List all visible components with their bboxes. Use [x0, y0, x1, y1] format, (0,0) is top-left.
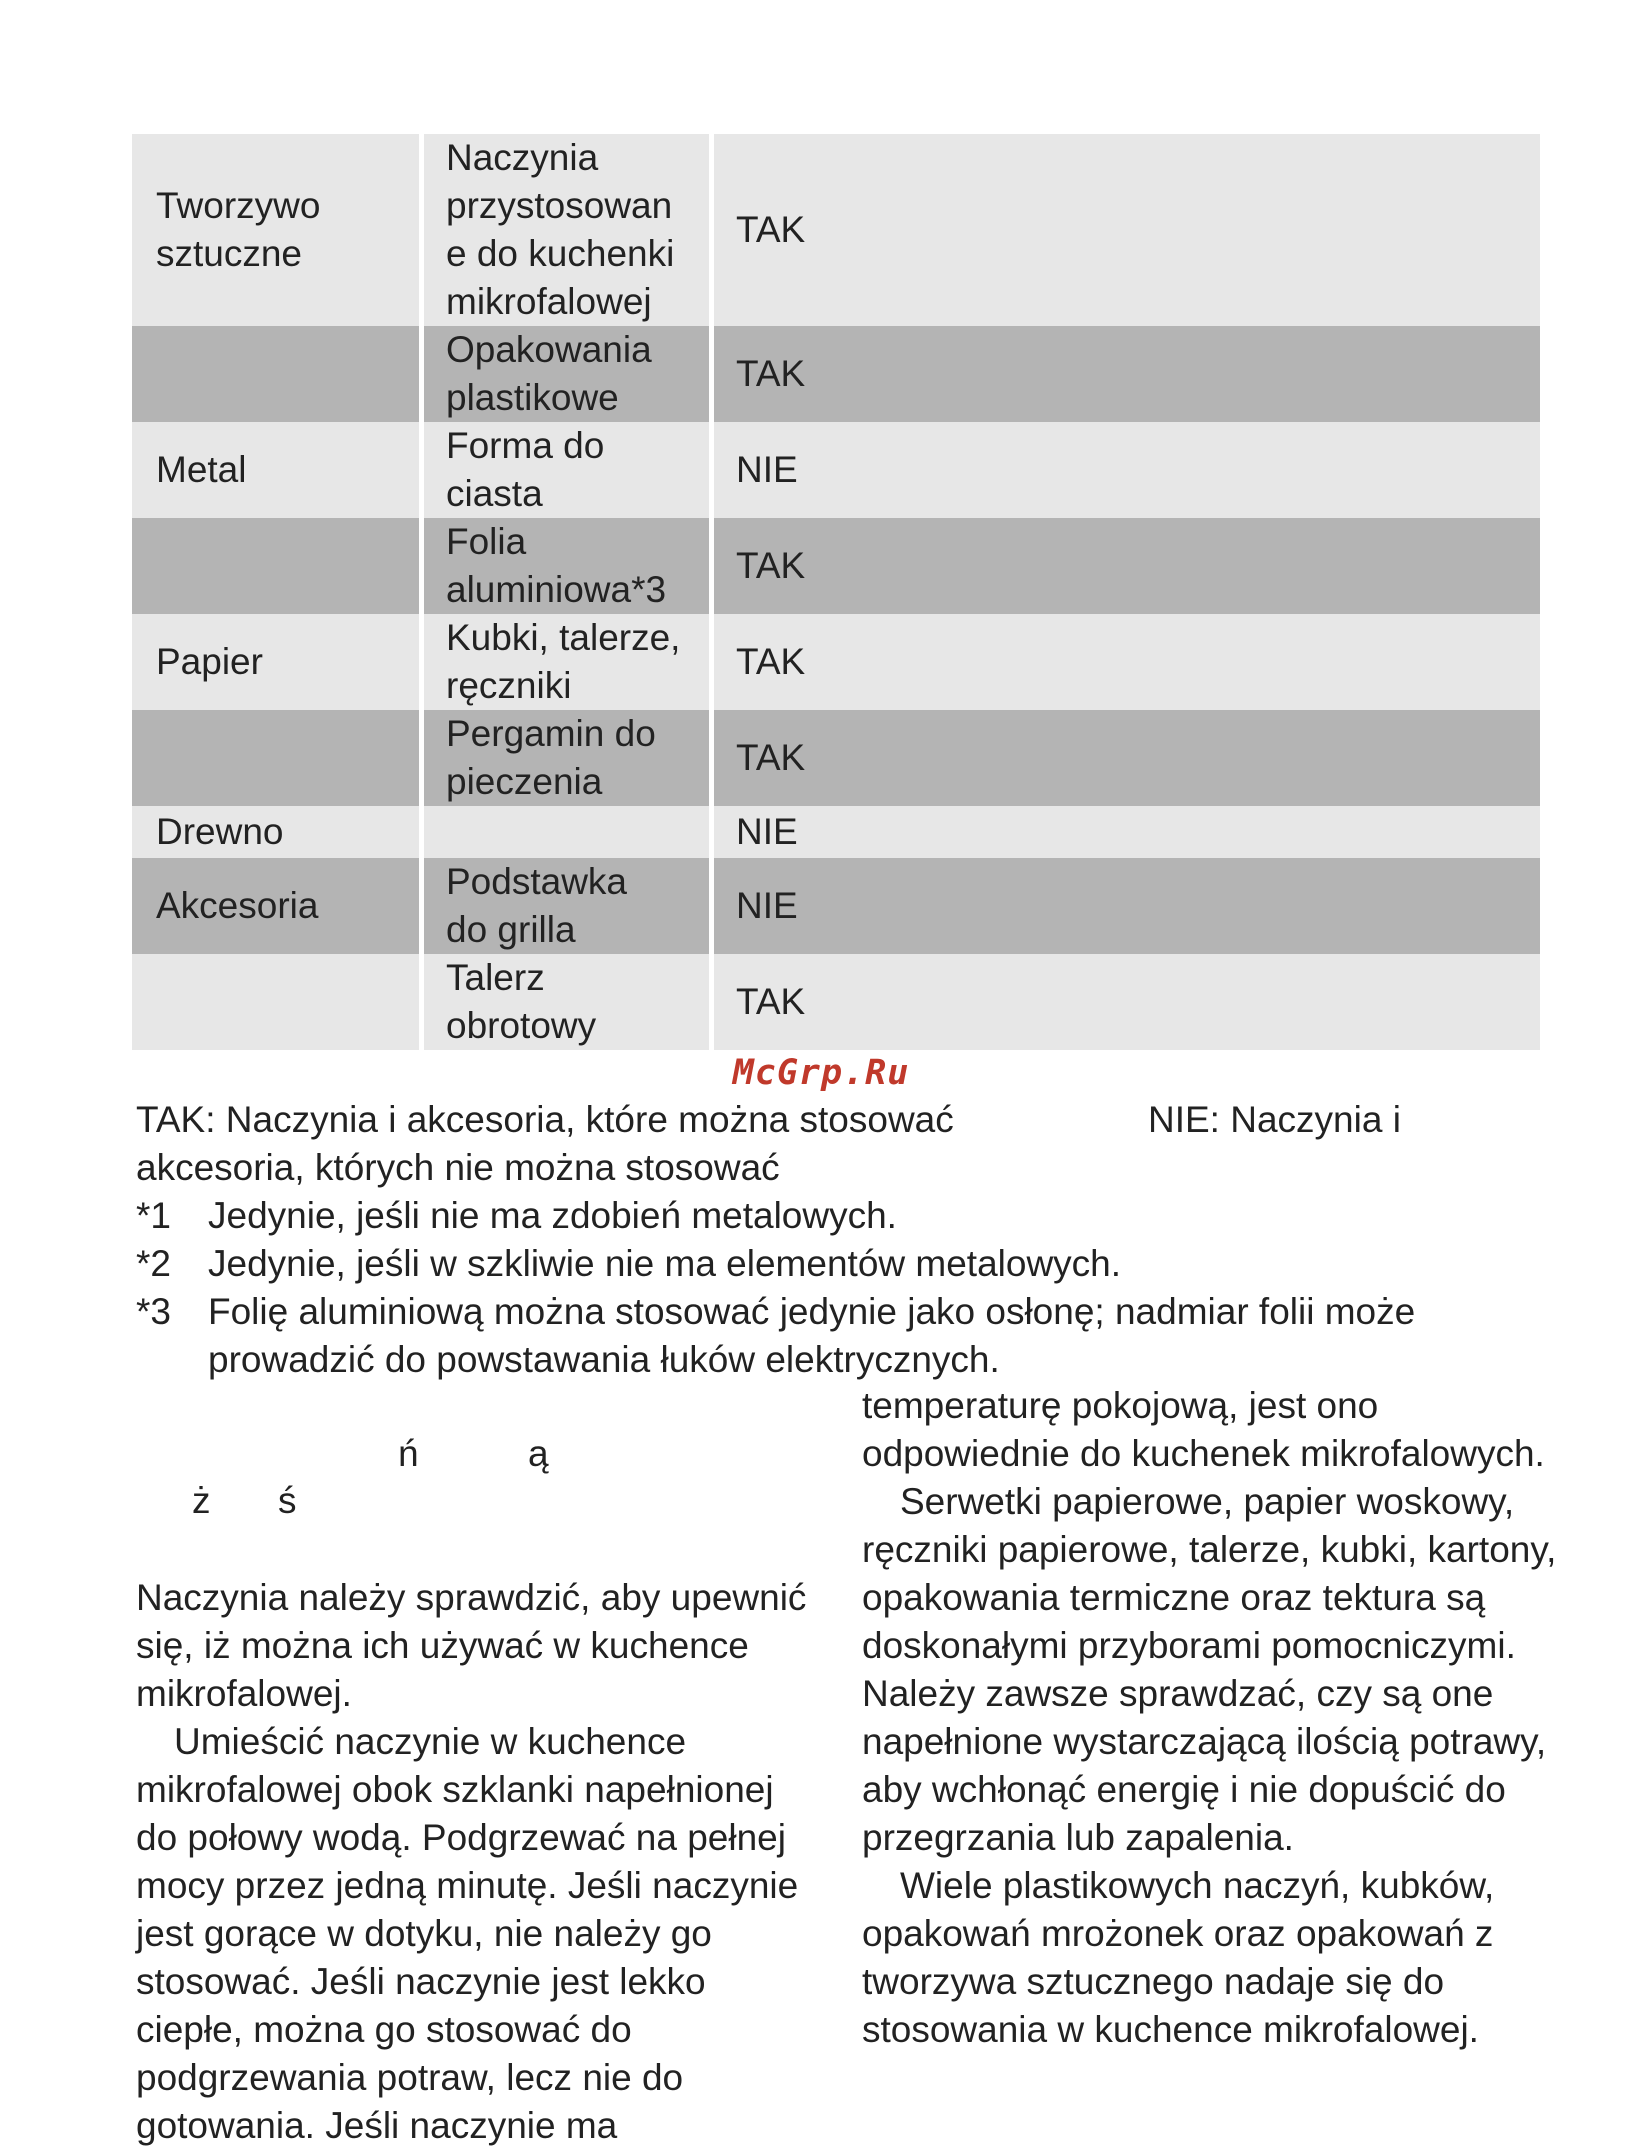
table-row [132, 614, 1540, 710]
legend-tak: TAK: Naczynia i akcesoria, które można stosować [136, 1099, 954, 1140]
footnote-text: Jedynie, jeśli w szkliwie nie ma elementów metalowych. [208, 1243, 1122, 1284]
table-row [132, 806, 1540, 858]
value-cell: TAK [714, 134, 1540, 326]
table-row [132, 422, 1540, 518]
table-row [132, 518, 1540, 614]
table-row [132, 134, 1540, 326]
value-cell: NIE [714, 806, 1540, 858]
footnote-mark: *2 [136, 1243, 171, 1284]
item-cell: Naczynia przystosowan e do kuchenki mikrofalowej [424, 134, 714, 326]
table-row [132, 858, 1540, 954]
material-cell: Tworzywo sztuczne [132, 134, 424, 326]
paragraph: Wiele plastikowych naczyń, kubków, opakowań mrożonek oraz opakowań z tworzywa sztucznego nadaje się do stosowania w kuchence mikrofalowej. [862, 1865, 1495, 2050]
footnote-2 [136, 1240, 1121, 1288]
footnote-text-continued: prowadzić do powstawania łuków elektrycznych. [208, 1339, 1000, 1380]
cookware-table [132, 134, 1540, 1050]
material-cell [132, 710, 424, 806]
item-cell: Kubki, talerze, ręczniki [424, 614, 714, 710]
paragraph: temperaturę pokojową, jest ono odpowiednie do kuchenek mikrofalowych. [862, 1385, 1545, 1474]
item-cell: Pergamin do pieczenia [424, 710, 714, 806]
table-row [132, 954, 1540, 1050]
heading-fragment: ż [192, 1480, 211, 1521]
value-cell: TAK [714, 710, 1540, 806]
footnote-1 [136, 1192, 897, 1240]
left-column [136, 1574, 816, 2150]
value-cell: TAK [714, 326, 1540, 422]
legend-nie: NIE: Naczynia i [1148, 1099, 1401, 1140]
material-cell [132, 326, 424, 422]
item-cell: Folia aluminiowa*3 [424, 518, 714, 614]
paragraph: Naczynia należy sprawdzić, aby upewnić się, iż można ich używać w kuchence mikrofalowej. [136, 1577, 807, 1714]
item-cell: Talerz obrotowy [424, 954, 714, 1050]
paragraph: Serwetki papierowe, papier woskowy, ręczniki papierowe, talerze, kubki, kartony, opakowania termiczne oraz tektura są doskonałymi przyborami pomocniczymi. Należy zawsze sprawdzać, czy są one napełnione wystarczającą ilością potrawy, aby wchłonąć energię i nie dopuścić do przegrzania lub zapalenia. [862, 1481, 1557, 1858]
value-cell: TAK [714, 518, 1540, 614]
value-cell: NIE [714, 422, 1540, 518]
table-row [132, 710, 1540, 806]
material-cell [132, 954, 424, 1050]
footnote-mark: *3 [136, 1291, 171, 1332]
material-cell [132, 518, 424, 614]
legend [136, 1096, 1456, 1192]
value-cell: TAK [714, 954, 1540, 1050]
value-cell: TAK [714, 614, 1540, 710]
watermark: McGrp.Ru [732, 1053, 910, 1093]
item-cell: Forma do ciasta [424, 422, 714, 518]
item-cell: Podstawka do grilla [424, 858, 714, 954]
footnote-3 [136, 1288, 1415, 1384]
heading-fragment: ń [398, 1433, 419, 1474]
right-column [862, 1382, 1562, 2054]
item-cell [424, 806, 714, 858]
footnote-text: Jedynie, jeśli nie ma zdobień metalowych. [208, 1195, 897, 1236]
item-cell: Opakowania plastikowe [424, 326, 714, 422]
heading-fragment: ś [278, 1480, 297, 1521]
paragraph: Umieścić naczynie w kuchence mikrofalowej obok szklanki napełnionej do połowy wodą. Podgrzewać na pełnej mocy przez jedną minutę. Jeśli naczynie jest gorące w dotyku, nie należy go stosować. Jeśli naczynie jest lekko ciepłe, można go stosować do podgrzewania potraw, lecz nie do gotowania. Jeśli naczynie ma [136, 1721, 799, 2146]
material-cell: Metal [132, 422, 424, 518]
footnote-mark: *1 [136, 1195, 171, 1236]
table-row [132, 326, 1540, 422]
value-cell: NIE [714, 858, 1540, 954]
material-cell: Papier [132, 614, 424, 710]
material-cell: Drewno [132, 806, 424, 858]
footnote-text: Folię aluminiową można stosować jedynie jako osłonę; nadmiar folii może [208, 1291, 1416, 1332]
heading-fragment: ą [528, 1433, 549, 1474]
material-cell: Akcesoria [132, 858, 424, 954]
legend-nie-continued: akcesoria, których nie można stosować [136, 1147, 780, 1188]
cookware-table-body [132, 134, 1540, 1050]
